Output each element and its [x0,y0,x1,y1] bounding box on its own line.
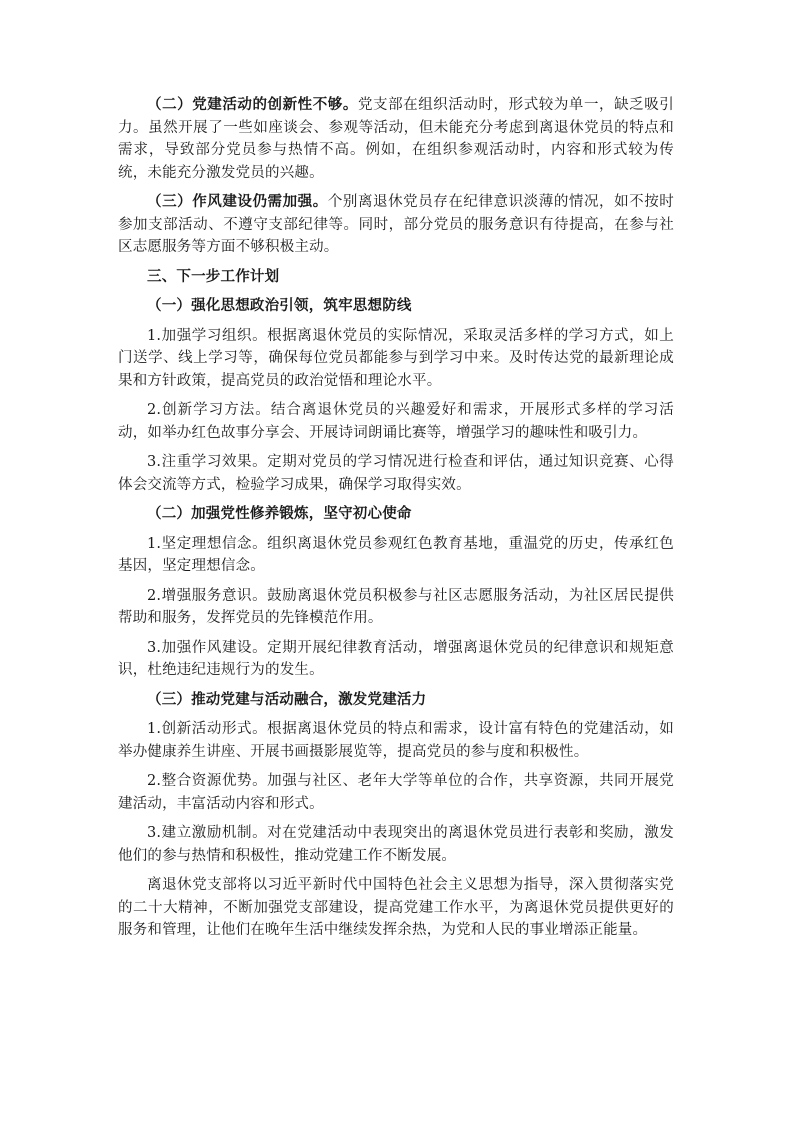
problem-lead-3: （三）作风建设仍需加强。 [147,193,328,210]
subsection-title-2: （二）加强党性修养锻炼，坚守初心使命 [147,505,412,522]
problem-paragraph-3 [118,191,674,259]
document-page [118,94,674,942]
problem-paragraph-2 [118,94,674,184]
problem-text-3: 个别离退休党员存在纪律意识淡薄的情况，如不按时参加支部活动、不遵守支部纪律等。同时，部分党员的服务意识有待提高，在参与社区志愿服务等方面不够积极主动。 [118,194,674,255]
closing-paragraph: 离退休党支部将以习近平新时代中国特色社会主义思想为指导，深入贯彻落实党的二十大精神，不断加强党支部建设，提高党建工作水平，为离退休党员提供更好的服务和管理，让他们在晚年生活中继续发挥余热，为党和人民的事业增添正能量。 [118,877,674,938]
plan-item-1-3: 3.注重学习效果。定期对党员的学习情况进行检查和评估，通过知识竞赛、心得体会交流等方式，检验学习成果，确保学习取得实效。 [118,454,674,493]
problem-lead-2: （二）党建活动的创新性不够。 [147,96,358,113]
problem-text-2: 党支部在组织活动时，形式较为单一，缺乏吸引力。虽然开展了一些如座谈会、参观等活动，但未能充分考虑到离退休党员的特点和需求，导致部分党员参与热情不高。例如，在组织参观活动时，内容和形式较为传统，未能充分激发党员的兴趣。 [118,97,674,181]
plan-item-3-2: 2.整合资源优势。加强与社区、老年大学等单位的合作，共享资源，共同开展党建活动，丰富活动内容和形式。 [118,773,674,812]
plan-item-1-1: 1.加强学习组织。根据离退休党员的实际情况，采取灵活多样的学习方式，如上门送学、线上学习等，确保每位党员都能参与到学习中来。及时传达党的最新理论成果和方针政策，提高党员的政治觉悟和理论水平。 [118,327,674,389]
plan-item-3-1: 1.创新活动形式。根据离退休党员的特点和需求，设计富有特色的党建活动，如举办健康养生讲座、开展书画摄影展览等，提高党员的参与度和积极性。 [118,721,674,760]
plan-item-2-1: 1.坚定理想信念。组织离退休党员参观红色教育基地，重温党的历史，传承红色基因，坚定理想信念。 [118,535,674,574]
plan-item-3-3: 3.建立激励机制。对在党建活动中表现突出的离退休党员进行表彰和奖励，激发他们的参与热情和积极性，推动党建工作不断发展。 [118,825,674,864]
section-heading-plan: 三、下一步工作计划 [147,267,280,285]
plan-item-2-2: 2.增强服务意识。鼓励离退休党员积极参与社区志愿服务活动，为社区居民提供帮助和服务，发挥党员的先锋模范作用。 [118,587,674,626]
plan-item-2-3: 3.加强作风建设。定期开展纪律教育活动，增强离退休党员的纪律意识和规矩意识，杜绝违纪违规行为的发生。 [118,639,674,678]
subsection-title-3: （三）推动党建与活动融合，激发党建活力 [147,690,427,708]
subsection-title-1: （一）强化思想政治引领，筑牢思想防线 [147,297,412,314]
plan-item-1-2: 2.创新学习方法。结合离退休党员的兴趣爱好和需求，开展形式多样的学习活动，如举办红色故事分享会、开展诗词朗诵比赛等，增强学习的趣味性和吸引力。 [118,402,674,441]
